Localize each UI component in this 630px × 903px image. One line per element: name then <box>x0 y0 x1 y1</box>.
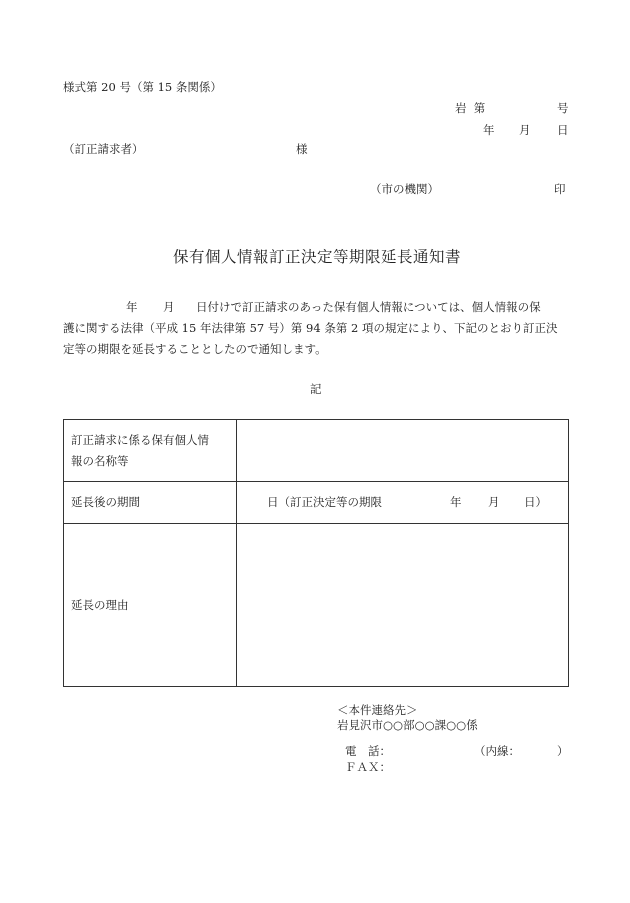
row3-value <box>237 524 569 687</box>
doc-number-prefix: 岩 第 <box>455 101 486 115</box>
doc-number-suffix: 号 <box>557 101 569 115</box>
row1-value <box>237 420 569 482</box>
body-month: 月 <box>163 300 175 314</box>
table-row <box>64 524 569 687</box>
row1-label <box>64 420 237 482</box>
requester-honorific: 様 <box>296 142 308 156</box>
row2-year: 年 <box>450 495 462 509</box>
date-month: 月 <box>519 123 531 137</box>
contact-office: 岩見沢市○○部○○課○○係 <box>337 718 478 732</box>
contact-extension: （内線： <box>474 744 520 758</box>
row2-month: 月 <box>488 495 500 509</box>
record-table <box>63 419 569 687</box>
body-line2: 護に関する法律（平成 15 年法律第 57 号）第 94 条第 2 項の規定により、下記のとおり訂正決 <box>63 321 558 335</box>
row2-day: 日（訂正決定等の期限 <box>267 495 382 509</box>
table-row <box>64 482 569 524</box>
row2-label: 延長後の期間 <box>64 482 237 524</box>
table-row <box>64 420 569 482</box>
issuer-label: （市の機関） <box>370 182 439 196</box>
row1-label-line2: 報の名称等 <box>71 453 129 468</box>
contact-fax-label: ＦＡＸ： <box>345 760 391 774</box>
ki-marker: 記 <box>310 382 322 396</box>
issuer-seal: 印 <box>554 182 566 196</box>
row1-label-line1: 訂正請求に係る保有個人情 <box>71 432 209 447</box>
body-line3: 定等の期限を延長することとしたので通知します。 <box>63 342 327 356</box>
body-line1-text: 日付けで訂正請求のあった保有個人情報については、個人情報の保 <box>196 300 541 314</box>
row2-value <box>237 482 569 524</box>
row3-label: 延長の理由 <box>64 524 237 687</box>
contact-extension-close: ） <box>557 744 569 758</box>
contact-tel-label: 電 話： <box>345 744 391 758</box>
contact-header: ＜本件連絡先＞ <box>337 703 418 717</box>
date-day: 日 <box>557 123 569 137</box>
form-number: 様式第 20 号（第 15 条関係） <box>63 80 222 94</box>
document-title: 保有個人情報訂正決定等期限延長通知書 <box>173 248 462 266</box>
body-year: 年 <box>126 300 138 314</box>
row2-end: 日） <box>524 495 547 509</box>
date-year: 年 <box>483 123 495 137</box>
requester-label: （訂正請求者） <box>63 142 144 156</box>
